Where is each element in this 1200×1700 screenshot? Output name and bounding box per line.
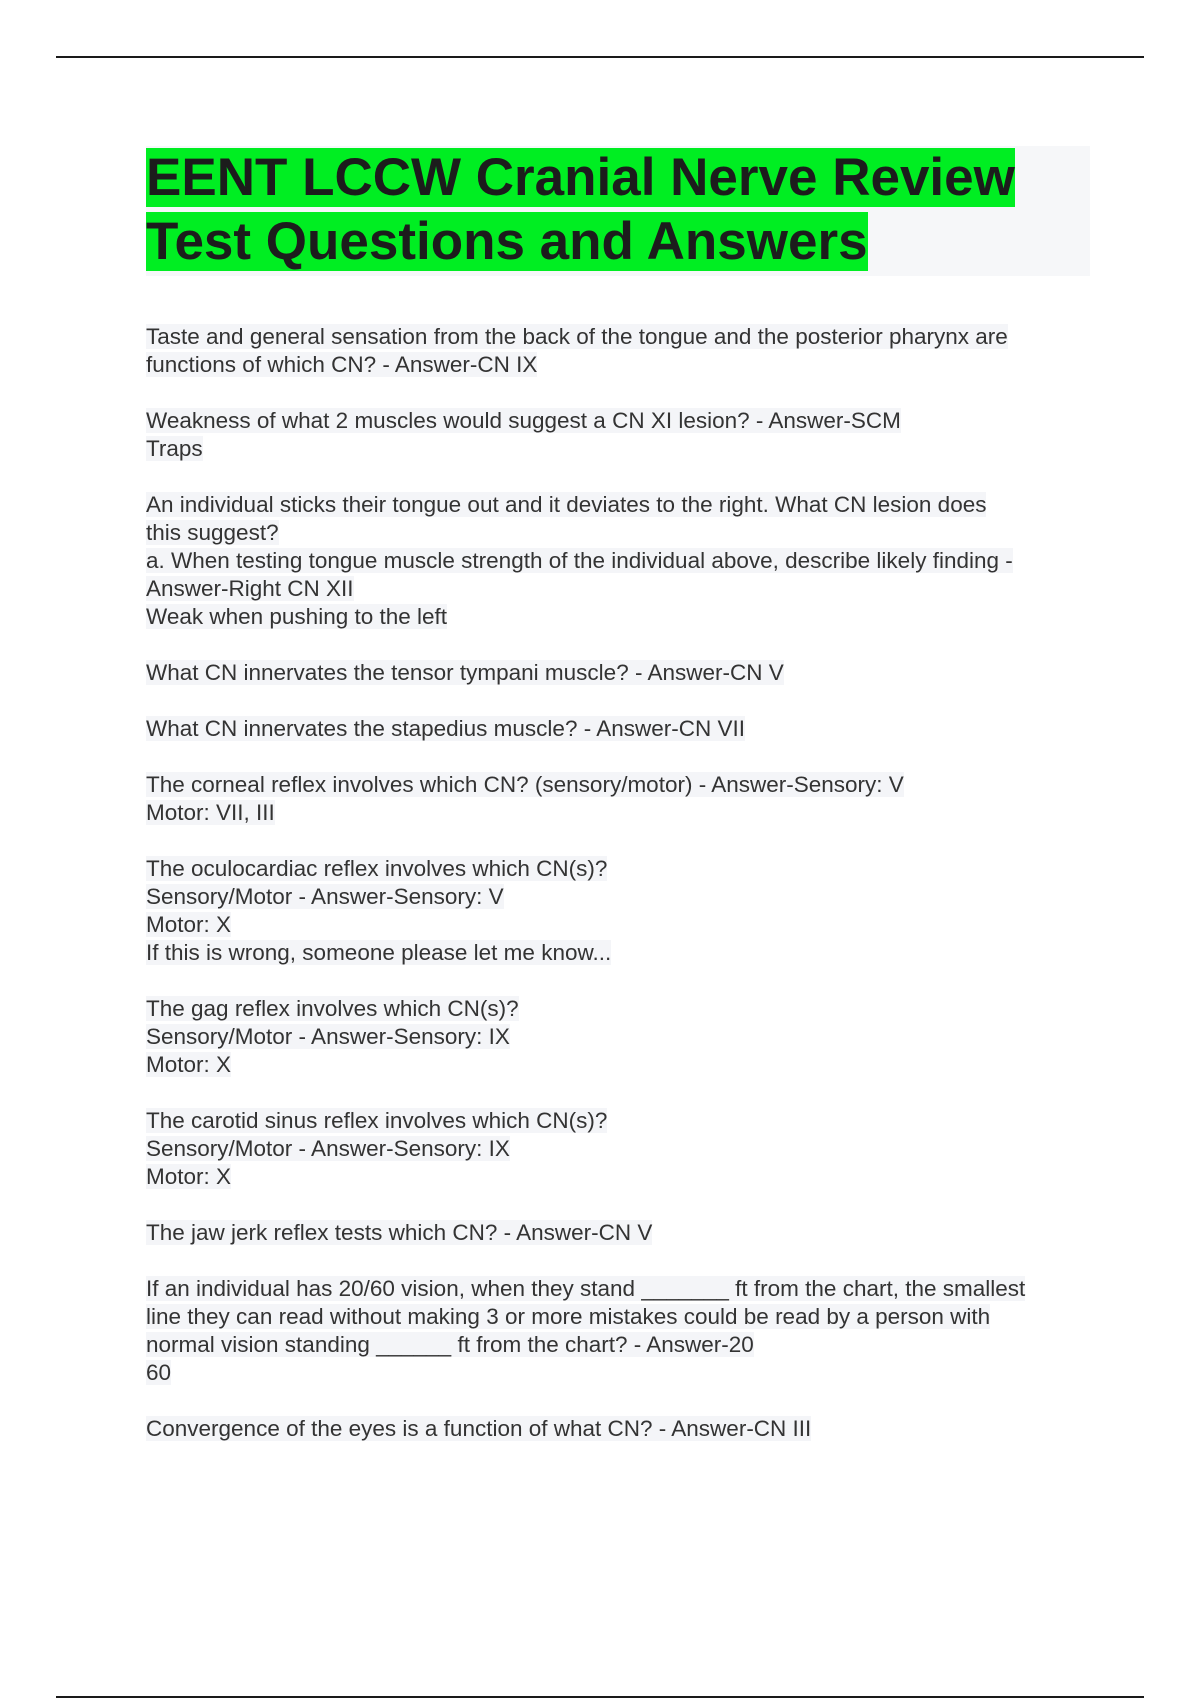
qa-line-text: Sensory/Motor - Answer-Sensory: IX [146, 1024, 510, 1049]
qa-line-text: The gag reflex involves which CN(s)? [146, 996, 519, 1021]
header-rule [56, 56, 1144, 58]
qa-line-text: 60 [146, 1360, 172, 1385]
qa-line-text: The corneal reflex involves which CN? (sensory/motor) - Answer-Sensory: V [146, 772, 904, 797]
page-title [146, 146, 1090, 274]
qa-line [146, 883, 1086, 911]
title-line-1: EENT LCCW Cranial Nerve Review [146, 148, 1015, 207]
qa-line [146, 1023, 1086, 1051]
qa-line-text: Convergence of the eyes is a function of what CN? - Answer-CN III [146, 1416, 812, 1441]
qa-line [146, 939, 1086, 967]
qa-line [146, 995, 1086, 1023]
qa-line-text: a. When testing tongue muscle strength of the individual above, describe likely finding - [146, 548, 1013, 573]
qa-item [146, 1275, 1086, 1387]
qa-line [146, 799, 1086, 827]
qa-line [146, 407, 1086, 435]
qa-line-text: functions of which CN? - Answer-CN IX [146, 352, 538, 377]
qa-item [146, 715, 1086, 743]
qa-line-text: Taste and general sensation from the back of the tongue and the posterior pharynx are [146, 324, 1008, 349]
qa-line [146, 659, 1086, 687]
qa-line-text: If an individual has 20/60 vision, when they stand _______ ft from the chart, the smallest [146, 1276, 1026, 1301]
qa-line-text: Weak when pushing to the left [146, 604, 448, 629]
qa-item [146, 1219, 1086, 1247]
footer-rule [56, 1696, 1144, 1698]
qa-line-text: Weakness of what 2 muscles would suggest a CN XI lesion? - Answer-SCM [146, 408, 901, 433]
qa-line-text: this suggest? [146, 520, 279, 545]
qa-item [146, 771, 1086, 827]
qa-list [146, 323, 1086, 1471]
qa-line [146, 323, 1086, 351]
qa-line-text: What CN innervates the tensor tympani muscle? - Answer-CN V [146, 660, 784, 685]
qa-line-text: The oculocardiac reflex involves which CN(s)? [146, 856, 608, 881]
qa-line [146, 855, 1086, 883]
qa-line-text: Traps [146, 436, 203, 461]
qa-line [146, 603, 1086, 631]
qa-item [146, 323, 1086, 379]
qa-line-text: The carotid sinus reflex involves which CN(s)? [146, 1108, 608, 1133]
qa-line-text: If this is wrong, someone please let me know... [146, 940, 612, 965]
qa-item [146, 1415, 1086, 1443]
qa-line-text: Motor: X [146, 1052, 232, 1077]
qa-line-text: An individual sticks their tongue out and it deviates to the right. What CN lesion does [146, 492, 987, 517]
qa-line [146, 1331, 1086, 1359]
qa-line [146, 1359, 1086, 1387]
qa-line [146, 1303, 1086, 1331]
qa-item [146, 659, 1086, 687]
qa-line [146, 1163, 1086, 1191]
qa-line [146, 1051, 1086, 1079]
qa-line-text: normal vision standing ______ ft from the chart? - Answer-20 [146, 1332, 754, 1357]
title-block [146, 146, 1090, 276]
qa-item [146, 855, 1086, 967]
qa-line [146, 1135, 1086, 1163]
qa-line [146, 1275, 1086, 1303]
qa-line [146, 715, 1086, 743]
qa-line [146, 1219, 1086, 1247]
qa-line-text: Sensory/Motor - Answer-Sensory: IX [146, 1136, 510, 1161]
qa-line-text: Motor: X [146, 1164, 232, 1189]
qa-item [146, 1107, 1086, 1191]
qa-line-text: line they can read without making 3 or more mistakes could be read by a person with [146, 1304, 991, 1329]
qa-line [146, 491, 1086, 519]
qa-line [146, 351, 1086, 379]
qa-line [146, 435, 1086, 463]
qa-line [146, 547, 1086, 575]
qa-line [146, 519, 1086, 547]
qa-line-text: Answer-Right CN XII [146, 576, 354, 601]
qa-item [146, 491, 1086, 631]
qa-item [146, 407, 1086, 463]
qa-line [146, 1107, 1086, 1135]
qa-line-text: The jaw jerk reflex tests which CN? - Answer-CN V [146, 1220, 653, 1245]
title-line-2: Test Questions and Answers [146, 212, 868, 271]
qa-item [146, 995, 1086, 1079]
qa-line [146, 771, 1086, 799]
qa-line-text: Motor: VII, III [146, 800, 275, 825]
qa-line-text: Motor: X [146, 912, 232, 937]
qa-line [146, 1415, 1086, 1443]
qa-line-text: Sensory/Motor - Answer-Sensory: V [146, 884, 504, 909]
qa-line-text: What CN innervates the stapedius muscle? - Answer-CN VII [146, 716, 745, 741]
qa-line [146, 575, 1086, 603]
qa-line [146, 911, 1086, 939]
